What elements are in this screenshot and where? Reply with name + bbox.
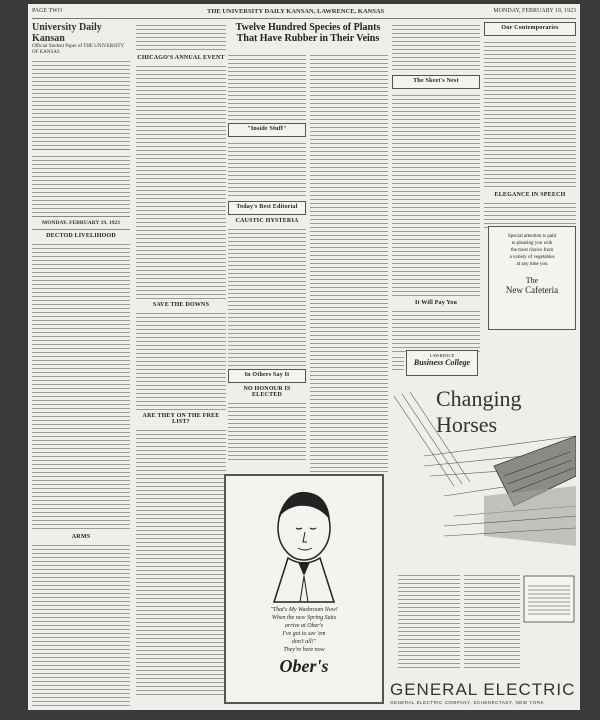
col5-text-0 xyxy=(484,39,576,189)
skeets-nest-box xyxy=(392,75,480,89)
column-two xyxy=(136,22,226,708)
caustic-heading: CAUSTIC HYSTERIA xyxy=(235,218,299,224)
ge-body-text-1 xyxy=(398,572,460,668)
paper-name: University Daily Kansan xyxy=(32,22,102,44)
col2-text-2 xyxy=(136,310,226,410)
col2-text-3 xyxy=(136,427,226,697)
ge-body-text-2 xyxy=(464,572,520,668)
pay-you-heading: It Will Pay You xyxy=(414,300,458,306)
inside-stuff-heading: "Inside Stuff" xyxy=(247,126,287,132)
obers-logo: Ober's xyxy=(279,656,329,676)
col3a-text-1 xyxy=(228,140,306,198)
others-say-box xyxy=(228,369,306,383)
best-editorial-box xyxy=(228,201,306,215)
obers-line-2: When the new Spring Suits xyxy=(271,615,337,621)
editorial-text-1 xyxy=(32,241,130,531)
business-college-city: LAWRENCE xyxy=(429,353,455,358)
editorial-heading-1: DECTOD LIVELIHOOD xyxy=(46,233,116,239)
man-portrait-illustration xyxy=(226,476,382,606)
column-four xyxy=(392,22,480,352)
obers-line-5: don't all!" xyxy=(291,639,317,645)
cafeteria-line-1: Special attention is paid xyxy=(508,234,556,239)
col3b-text xyxy=(310,52,388,472)
col4-text-2 xyxy=(392,308,480,352)
col3a-text-3 xyxy=(228,400,306,460)
obers-ad xyxy=(224,474,384,704)
business-college-ad xyxy=(406,350,478,376)
left-column xyxy=(32,22,130,708)
obers-line-6: They're here now xyxy=(283,647,325,653)
masthead-title: THE UNIVERSITY DAILY KANSAN, LAWRENCE, KANSAS xyxy=(207,8,385,15)
editorial-text-2 xyxy=(32,542,130,708)
paper-subtitle: Official Student Paper of THE UNIVERSITY OF KANSAS xyxy=(32,44,124,55)
col4-text-filler xyxy=(392,354,404,372)
obers-line-3: arrive at Ober's xyxy=(284,623,324,629)
telephone-listing xyxy=(32,153,130,213)
honour-heading: NO HONOUR IS ELECTED xyxy=(243,386,291,398)
contemporaries-box xyxy=(484,22,576,36)
main-headline: Twelve Hundred Species of Plants That Have Rubber in Their Veins xyxy=(235,22,381,44)
col4-text-0 xyxy=(392,22,480,72)
col2-text-0 xyxy=(136,22,226,52)
page-label: PAGE TWO xyxy=(32,8,63,14)
column-three-b xyxy=(310,52,388,472)
col4-text-1 xyxy=(392,92,480,297)
newspaper-page xyxy=(28,4,580,710)
cafeteria-line-3: the most choice from xyxy=(510,248,554,253)
page-masthead xyxy=(32,6,576,19)
elegance-heading: ELEGANCE IN SPEECH xyxy=(494,192,566,198)
ge-company-name: GENERAL ELECTRIC xyxy=(390,680,576,699)
col2-text-1 xyxy=(136,63,226,299)
staff-listing xyxy=(32,58,130,146)
inside-stuff-box xyxy=(228,123,306,137)
cafeteria-line-5: at any time you xyxy=(516,262,548,267)
cafeteria-name-2: New Cafeteria xyxy=(505,285,559,295)
business-college-name: Business College xyxy=(413,358,471,367)
cafeteria-name-1: The xyxy=(525,276,539,285)
editorial-heading-2: ARMS xyxy=(71,534,91,540)
col2-heading-3: ARE THEY ON THE FREE LIST? xyxy=(142,413,220,425)
col3a-text-2 xyxy=(228,226,306,366)
general-electric-ad xyxy=(384,376,576,710)
masthead-date: MONDAY, FEBRUARY 19, 1923 xyxy=(493,8,576,14)
obers-line-4: I've got to see 'em xyxy=(282,631,326,637)
skeets-nest-heading: The Skeet's Nest xyxy=(413,78,459,84)
col2-heading-1: CHICAGO'S ANNUAL EVENT xyxy=(137,55,225,61)
column-three-a xyxy=(228,52,306,472)
contemporaries-heading: Our Contemporaries xyxy=(501,25,559,31)
cafeteria-line-2: to pleasing you with xyxy=(511,241,553,246)
best-editorial-heading: Today's Best Editorial xyxy=(236,204,298,210)
changing-horses-headline: Changing Horses xyxy=(436,386,522,437)
main-headline-block xyxy=(228,22,388,50)
cafeteria-line-4: a variety of vegetables xyxy=(509,255,555,260)
col2-heading-2: SAVE THE DOWNS xyxy=(152,302,210,308)
cafeteria-ad xyxy=(488,226,576,330)
ge-footer: GENERAL ELECTRIC COMPANY, SCHENECTADY, NEW YORK xyxy=(390,700,544,705)
others-say-heading: In Others Say It xyxy=(244,372,290,378)
col3a-text-0 xyxy=(228,52,306,120)
obers-line-1: "That's My Washroom Now! xyxy=(270,607,338,613)
issue-date: MONDAY, FEBRUARY 19, 1923 xyxy=(42,220,120,226)
